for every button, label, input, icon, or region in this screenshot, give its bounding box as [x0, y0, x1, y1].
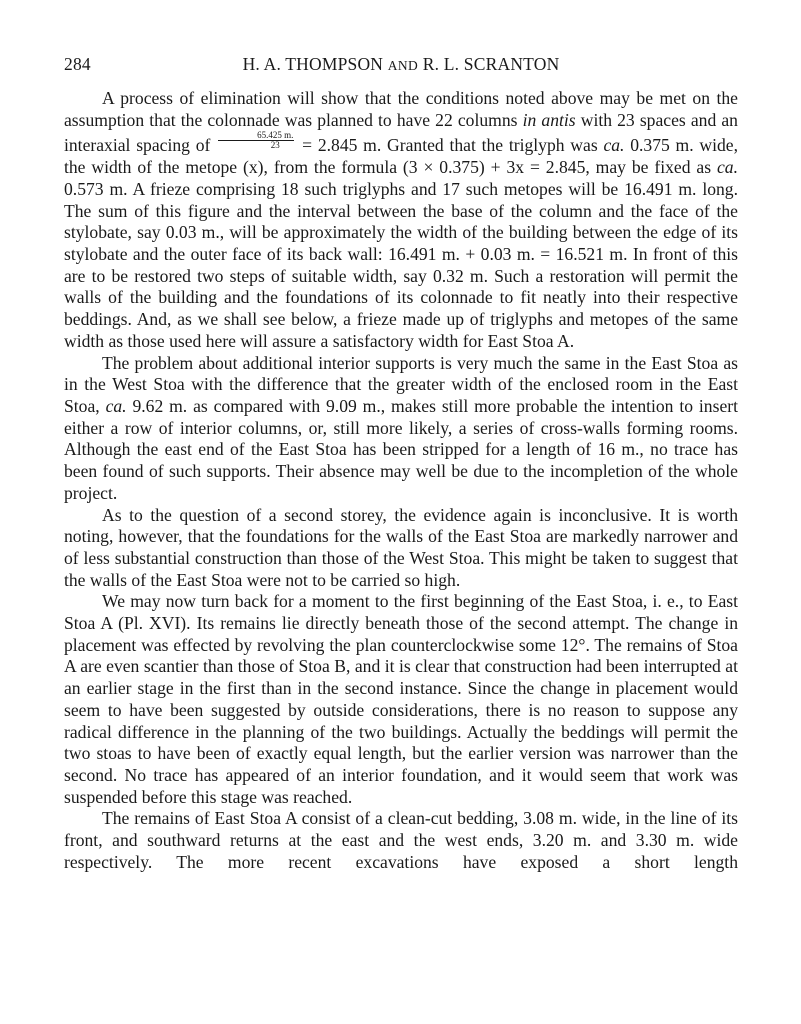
italic-ca-1: ca.	[603, 135, 625, 156]
italic-in-antis: in antis	[522, 109, 576, 130]
fraction-denominator: 23	[270, 140, 280, 151]
fraction-numerator: 65.425 m.	[218, 131, 294, 141]
author-2: R. L. SCRANTON	[422, 54, 560, 74]
italic-ca-2: ca.	[716, 157, 738, 178]
paragraph-3: As to the question of a second storey, the evidence again is inconclusive. It is worth noting, however, that the foundations for the walls of the East Stoa are markedly narrower and of less substantial construction than those of the West Stoa. This might be taken to suggest that the walls of the East Stoa were not to be carried so high.	[64, 504, 738, 590]
interaxial-fraction	[218, 131, 294, 150]
paragraph-4: We may now turn back for a moment to the first beginning of the East Stoa, i. e., to East Stoa A (Pl. XVI). Its remains lie directly beneath those of the second attempt. The change in placement was effected by revolving the plan counterclockwise some 12°. The remains of Stoa A are even scantier than those of Stoa B, and it is clear that construction had been interrupted at an earlier stage in the first than in the second instance. Since the change in placement would seem to have been suggested by outside considerations, there is no reason to suppose any radical difference in the planning of the two buildings. Actually the beddings will permit the two stoas to have been of exactly equal length, but the earlier version was narrower than the second. No trace has appeared of an interior foundation, and it would seem that work was suspended before this stage was reached.	[64, 591, 738, 807]
author-1: H. A. THOMPSON	[242, 54, 384, 74]
paragraph-2-text-a: The problem about additional interior supports is very much the same in the East Stoa as in the West Stoa with the difference that the greater width of the enclosed room in the East Stoa,	[64, 352, 738, 416]
paragraph-2-text-b: 9.62 m. as compared with 9.09 m., makes still more probable the intention to insert either a row of interior columns, or, still more likely, a series of cross-walls forming rooms. Although the east end of the East Stoa has been stripped for a length of 16 m., no trace has been found of such supports. Their absence may well be due to the incompletion of the whole project.	[64, 395, 739, 503]
page-number: 284	[64, 54, 91, 74]
paragraph-1-text-c: = 2.845 m. Granted that the triglyph was	[296, 135, 604, 156]
paragraph-1-text-d: 0.375 m. wide, the width of the metope (x), from the formula (3 × 0.375) + 3x = 2.845, may be fixed as	[64, 135, 739, 178]
body-text	[64, 88, 738, 873]
running-title	[64, 54, 738, 75]
paragraph-1-text-b: with 23 spaces and an interaxial spacing of	[64, 109, 738, 156]
paragraph-1-text-a: A process of elimination will show that the conditions noted above may be met on the assumption that the colonnade was planned to have 22 columns	[64, 88, 738, 130]
italic-ca-3: ca.	[105, 395, 127, 416]
paragraph-5: The remains of East Stoa A consist of a clean-cut bedding, 3.08 m. wide, in the line of its front, and southward returns at the east and the west ends, 3.20 m. and 3.30 m. wide respectively. The more recent excavations have exposed a short length	[64, 808, 738, 872]
paragraph-1	[64, 88, 738, 353]
paragraph-2	[64, 353, 738, 505]
running-head	[64, 54, 738, 80]
paragraph-1-text-e: 0.573 m. A frieze comprising 18 such triglyphs and 17 such metopes will be 16.491 m. long. The sum of this figure and the interval between the base of the column and the face of the stylobate, say 0.03 m., will be approximately the width of the building between the edge of its stylobate and the outer face of its back wall: 16.491 m. + 0.03 m. = 16.521 m. In front of this are to be restored two steps of suitable width, say 0.32 m. Such a restoration will permit the walls of the building and the foundations of its colonnade to fit neatly into their respective beddings. And, as we shall see below, a frieze made up of triglyphs and metopes of the same width as those used here will assure a satisfactory width for East Stoa A.	[64, 178, 738, 351]
author-conjunction: AND	[387, 58, 419, 73]
document-page	[64, 54, 738, 873]
